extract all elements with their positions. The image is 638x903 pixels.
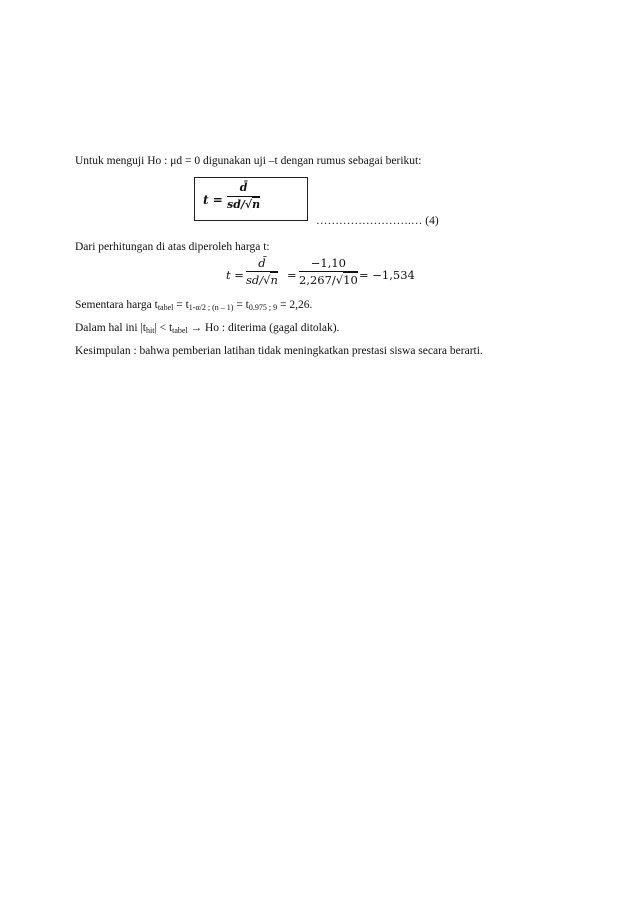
calc-den1-pre: sd/√: [246, 273, 271, 287]
mu-symbol: μ: [170, 155, 177, 167]
calc-lhs: t =: [226, 268, 244, 282]
formula-box-numerator: d̄: [239, 181, 248, 194]
formula-box-fraction: [227, 181, 260, 212]
calc-fraction-2: [299, 256, 358, 287]
formula-box-lhs: t =: [203, 193, 223, 207]
calc-denominator-2: [299, 273, 358, 287]
tabel-eq1: = t: [173, 299, 189, 311]
decision-mid: | < t: [154, 322, 173, 334]
tabel-eq2: = t: [233, 299, 249, 311]
intro-suffix: d = 0 digunakan uji –t dengan rumus sebagai berikut:: [176, 155, 422, 167]
tabel-subscript-alpha: 1-α/2 ; (n – 1): [188, 303, 234, 312]
calc-fraction-1: [246, 256, 278, 287]
calc-den2-pre: 2,267/√: [299, 273, 344, 287]
calc-numerator-2: −1,10: [310, 256, 346, 270]
calc-numerator-1: d̄: [258, 256, 266, 270]
tabel-prefix: Sementara harga t: [75, 299, 158, 311]
decision-subscript-tabel: tabel: [172, 326, 188, 335]
conclusion-paragraph: Kesimpulan : bahwa pemberian latihan tidak meningkatkan prestasi siswa secara berarti.: [75, 345, 483, 357]
calc-formula: [226, 256, 426, 296]
calc-equals: =: [287, 268, 297, 282]
tabel-result: = 2,26.: [277, 299, 313, 311]
calc-denominator-1: [246, 273, 278, 287]
formula-box-den-radicand: n: [252, 198, 261, 211]
equation-number: …………………….… (4): [316, 215, 439, 227]
calc-den2-radicand: 10: [343, 273, 358, 287]
formula-box: [194, 177, 308, 221]
tabel-paragraph: [75, 298, 312, 315]
formula-box-denominator: [227, 198, 260, 212]
formula-box-den-pre: sd/√: [227, 198, 253, 211]
calc-den1-radicand: n: [270, 273, 278, 287]
decision-subscript-hit: hit: [145, 326, 155, 335]
decision-suffix: → Ho : diterima (gagal ditolak).: [187, 322, 340, 334]
intro-prefix: Untuk menguji Ho :: [75, 155, 171, 167]
decision-prefix: Dalam hal ini |t: [75, 322, 146, 334]
decision-paragraph: [75, 321, 339, 338]
intro-paragraph: [75, 154, 421, 168]
calc-result: = −1,534: [359, 268, 415, 282]
calc-intro: Dari perhitungan di atas diperoleh harga t:: [75, 241, 270, 253]
tabel-subscript: tabel: [157, 303, 174, 312]
tabel-subscript-value: 0.975 ; 9: [248, 303, 278, 312]
